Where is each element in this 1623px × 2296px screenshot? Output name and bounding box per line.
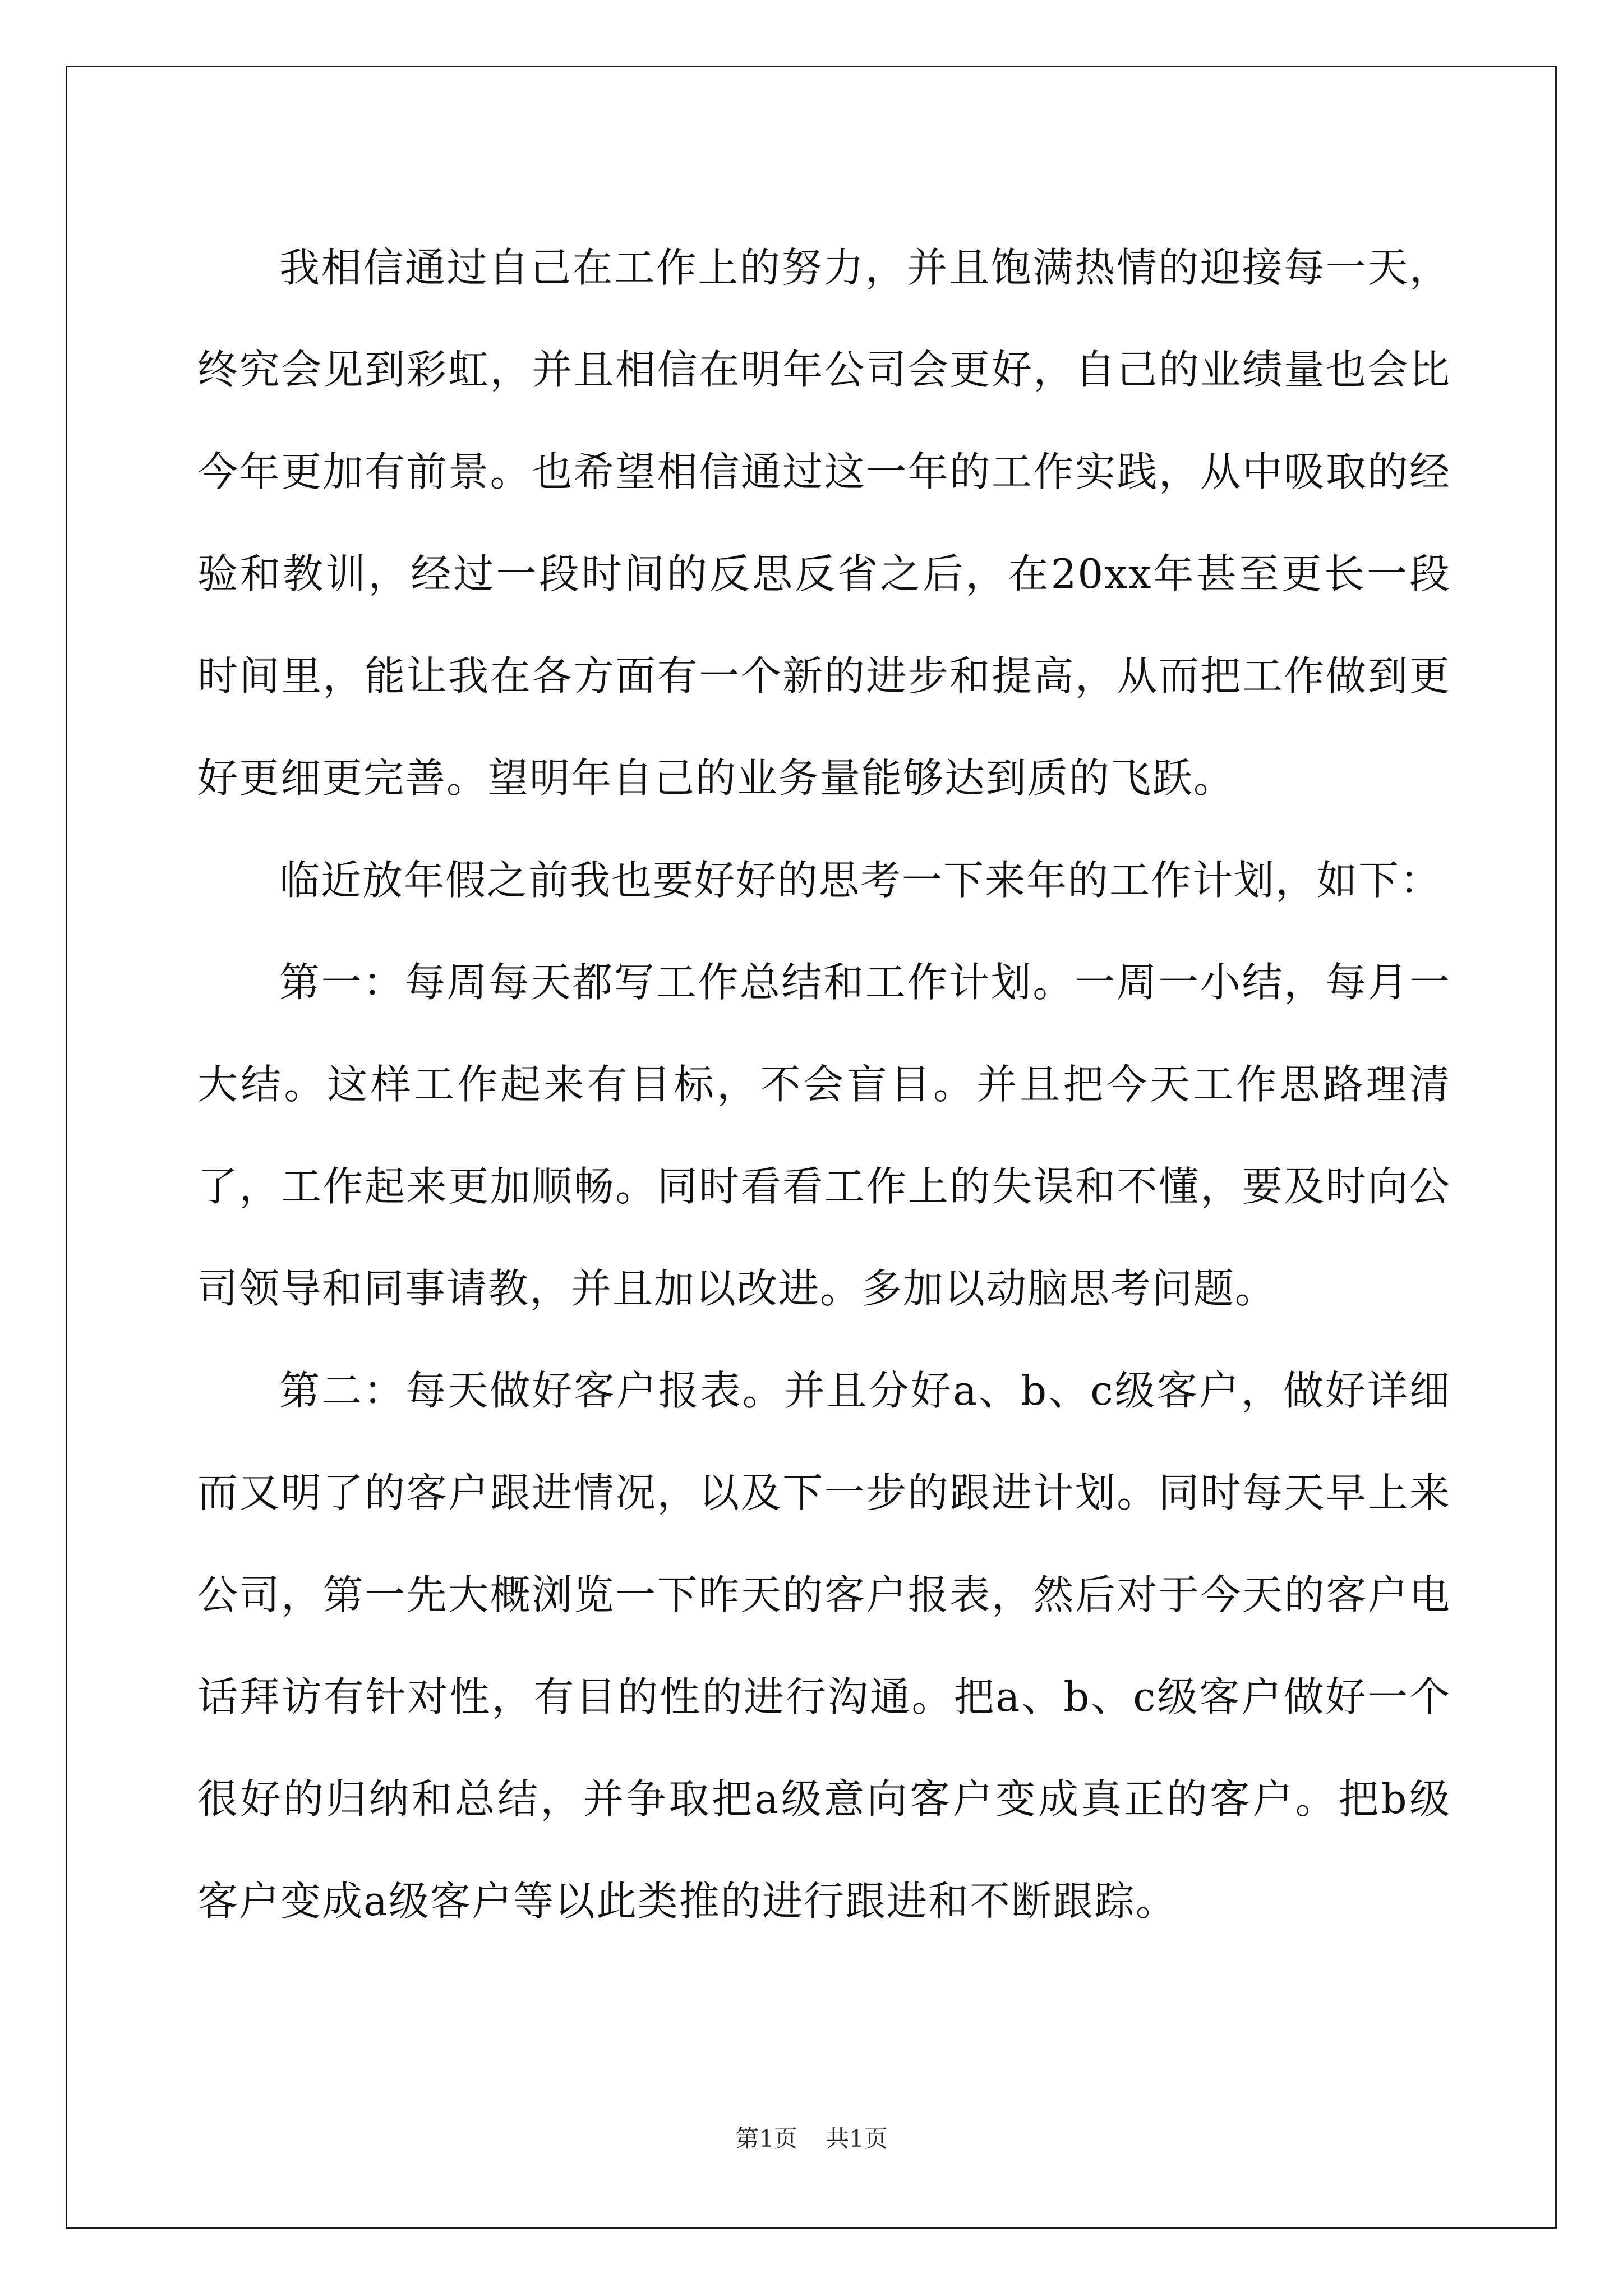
page-footer	[0, 2122, 1623, 2156]
paragraph-plan-first: 第一：每周每天都写工作总结和工作计划。一周一小结，每月一大结。这样工作起来有目标，不会盲目。并且把今天工作思路理清了，工作起来更加顺畅。同时看看工作上的失误和不懂，要及时向公司领导和同事请教，并且加以改进。多加以动脑思考问题。	[197, 959, 1451, 1312]
page-number-total: 共1页	[826, 2125, 888, 2152]
paragraph-summary: 我相信通过自己在工作上的努力，并且饱满热情的迎接每一天，终究会见到彩虹，并且相信在明年公司会更好，自己的业绩量也会比今年更加有前景。也希望相信通过这一年的工作实践，从中吸取的经验和教训，经过一段时间的反思反省之后，在20xx年甚至更长一段时间里，能让我在各方面有一个新的进步和提高，从而把工作做到更好更细更完善。望明年自己的业务量能够达到质的飞跃。	[197, 244, 1451, 802]
paragraph-plan-second: 第二：每天做好客户报表。并且分好a、b、c级客户，做好详细而又明了的客户跟进情况，以及下一步的跟进计划。同时每天早上来公司，第一先大概浏览一下昨天的客户报表，然后对于今天的客户电话拜访有针对性，有目的性的进行沟通。把a、b、c级客户做好一个很好的归纳和总结，并争取把a级意向客户变成真正的客户。把b级客户变成a级客户等以此类推的进行跟进和不断跟踪。	[197, 1367, 1451, 1925]
paragraph-plan-intro: 临近放年假之前我也要好好的思考一下来年的工作计划，如下：	[279, 857, 1442, 904]
document-body	[197, 217, 1451, 1952]
page-number-current: 第1页	[735, 2125, 797, 2152]
